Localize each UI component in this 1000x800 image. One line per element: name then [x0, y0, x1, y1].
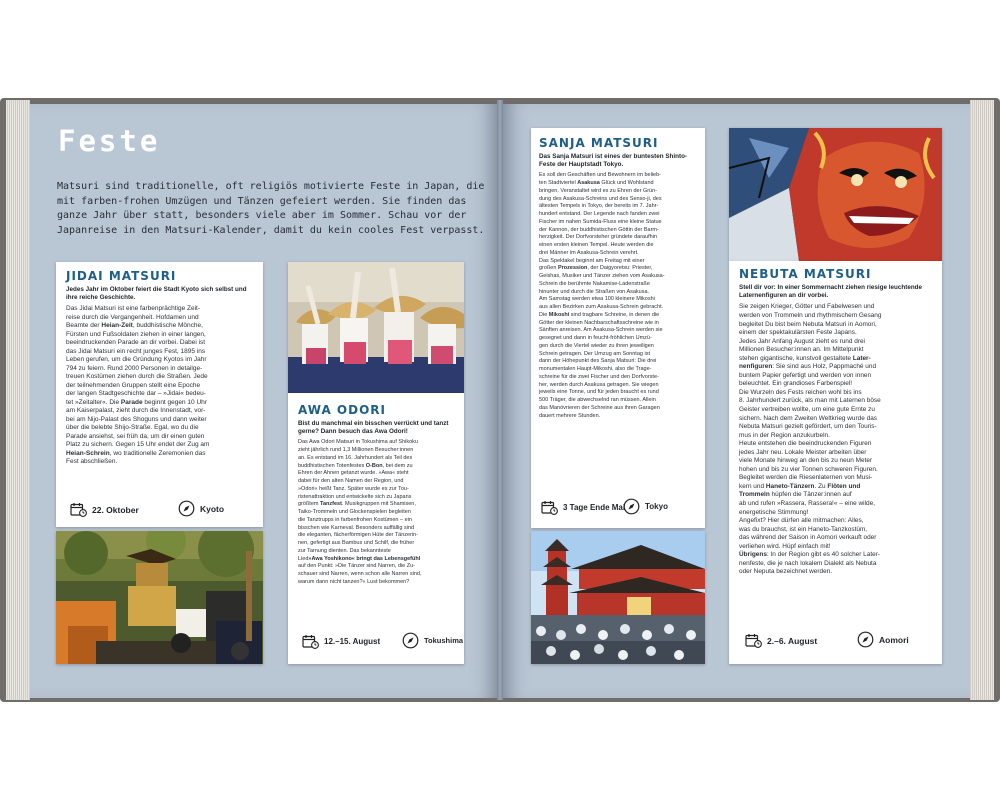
awa-body: Das Awa Odori Matsuri in Tokushima auf Shikoku zieht jährlich rund 1,3 Millionen Besucher:innen an. Es entstand im 16. Jahrhundert als Teil des buddhistischen Totenfestes O-Bon, bei dem zu Ehren der Ahnen getanzt wurde. »Awa« steht dabei für den alten Namen der Region, und »Odori« heißt Tanz. Später wurde es zur Tou- ristenattraktion und entwickelte sich zu Japans größtem Tanzfest. Musikgruppen mit Shamisen, Taiko-Trommeln und Glockenspielen begleiten die Tanztrupps in farbenfrohen Kostümen – ein bisschen wie Karneval. Besonders auffällig sind die eleganten, fächerförmigen Hüte der Tänzerin- nen, gefertigt aus Bambus und Schilf, die früher zur Tarnung dienten. Das bekannteste Lied»Awa Yoshikono« bringt das Lebensgefühl auf den Punkt: »Die Tänzer sind Narren, die Zu- schauer sind Narren, wenn schon alle Narren sind, warum dann nicht tanzen?« Lust bekommen?	[298, 439, 422, 585]
sanja-date: 3 Tage Ende Mai	[541, 500, 625, 515]
intro-text: Matsuri sind traditionelle, oft religiös motivierte Feste in Japan, die mit farben-frohen Umzügen und Tänzen gefeiert werden. Sie finden das ganze Jahr über statt, besonders viele aber im Sommer. Schau vor der Japanreise in den Matsuri-Kalender, damit du kein cooles Fest verpasst.	[57, 181, 485, 236]
awa-place: Tokushima	[402, 632, 463, 649]
nebuta-place: Aomori	[857, 631, 909, 648]
awa-card	[288, 393, 464, 664]
nebuta-photo	[729, 128, 942, 261]
page-edges-right	[970, 100, 994, 700]
calendar-icon	[302, 634, 319, 649]
awa-photo	[288, 262, 464, 393]
sanja-title: SANJA MATSURI	[539, 136, 659, 150]
sanja-place: Tokyo	[623, 498, 668, 515]
jidai-card	[56, 262, 263, 527]
book-gutter	[497, 100, 503, 700]
nebuta-title: NEBUTA MATSURI	[739, 267, 872, 281]
sanja-body: Es soll den Geschäften und Bewohnern im belieb- ten Stadtviertel Asakusa Glück und Wohlstand bringen. Veranstaltet wird es zu Ehren der Grün- dung des Asakusa-Schreins und des Senso-ji, des ältesten Tempels in Tokyo, der bereits im 7. Jahr- hundert entstand. Der Legende nach fanden zwei Fischer im nahen Sumida-Fluss eine kleine Statue der Kannon, der buddhistischen Göttin der Barm- herzigkeit. Der Dorfvorsteher gründete daraufhin einen ersten kleinen Tempel. Heute werden die drei Männer im Asakusa-Schrein verehrt. Das Spektakel beginnt am Freitag mit einer großen Prozession, der Daigyoretsu: Priester, Geishas, Musiker und Tänzer ziehen vom Asakusa- Schrein die berühmte Nakamise-Ladenstraße hinunter und durch die Straßen von Asakusa. Am Samstag werden etwa 100 kleinere Mikoshi aus allen Bezirken zum Asakusa-Schrein gebracht. Die Mikoshi sind tragbare Schreine, in denen die Götter der kleinen Nachbarschaftsschreine wie in Sänften anreisen. Am Asakusa-Schrein werden sie gesegnet und dann in feucht-fröhlichen Umzü- gen durch die Viertel wieder zu ihren jeweiligen Schrein getragen. Der Umzug am Sonntag ist dann der Höhepunkt des Sanja Matsuri: Die drei monumentalen Haupt-Mikoshi, also die Trage- schreine für die zwei Fischer und den Dorfvorste- her, werden durch Asakusa getragen. Sie wiegen jeweils eine Tonne, und für jeden braucht es rund 500 Träger, die abwechselnd ran müssen. Allein das Manövrieren der Schreine aus ihren Garagen dauert mehrere Stunden.	[539, 172, 665, 419]
nebuta-date: 2.–6. August	[745, 633, 817, 648]
awa-lead: Bist du manchmal ein bisschen verrückt und tanzt gerne? Dann besuch das Awa Odori!	[298, 420, 449, 436]
nebuta-card	[729, 261, 942, 664]
awa-date: 12.–15. August	[302, 634, 380, 649]
sanja-photo	[531, 531, 705, 664]
awa-title: AWA ODORI	[298, 403, 386, 417]
jidai-title: JIDAI MATSURI	[66, 269, 177, 283]
calendar-icon	[745, 633, 762, 648]
compass-icon	[857, 631, 874, 648]
calendar-icon	[70, 502, 87, 517]
calendar-icon	[541, 500, 558, 515]
jidai-photo	[56, 531, 263, 664]
page-title: Feste	[58, 124, 161, 158]
sanja-card	[531, 128, 705, 528]
compass-icon	[402, 632, 419, 649]
nebuta-lead: Stell dir vor: In einer Sommernacht ziehen riesige leuchtende Laternenfiguren an dir vorbei.	[739, 284, 923, 300]
jidai-place: Kyoto	[178, 500, 224, 517]
nebuta-body: Sie zeigen Krieger, Götter und Fabelwesen und werden von Trommeln und rhythmischem Gesang begleitet Du bist beim Nebuta Matsuri in Aomori, einem der spektakulärsten Feste Japans. Jedes Jahr Anfang August zieht es rund drei Millionen Besucher:innen an. Im Mittelpunkt stehen gigantische, kunstvoll gestaltete Later- nenfiguren: Sie sind aus Holz, Pappmaché und buntem Papier gefertigt und werden von innen beleuchtet. Ein grandioses Farbenspiel! Die Wurzeln des Fests reichen wohl bis ins 8. Jahrhundert zurück, als man mit Laternen böse Geister vertreiben wollte, um eine gute Ernte zu sichern. Nach dem Zweiten Weltkrieg wurde das Nebuta Matsuri gezielt gefördert, um den Touris- mus in der Region anzukurbeln. Heute entstehen die beeindruckenden Figuren jedes Jahr neu. Lokale Meister arbeiten über viele Monate hinweg an den bis zu neun Meter hohen und bis zu vier Tonnen schweren Figuren. Begleitet werden die Riesenlaternen von Musi- kern und Haneto-Tänzern. Zu Flöten und Trommeln hüpfen die Tänzer:innen auf ab und rufen »Rassera, Rassera!« – eine wilde, energetische Stimmung! Angefixt? Hier dürfen alle mitmachen: Alles, was du brauchst, ist ein Haneto-Tanzkostüm, das während der Saison in Aomori verkauft oder verliehen wird. Hüpf einfach mit! Übrigens: In der Region gibt es 40 solcher Later- nenfeste, die je nach lokalem Dialekt als Nebuta oder Neputa bezeichnet werden.	[739, 303, 882, 576]
jidai-body: Das Jidai Matsuri ist eine farbenprächtige Zeit- reise durch die Vergangenheit. Hofdamen und Beamte der Heian-Zeit, buddhistische Mönche, Fürsten und Fußsoldaten ziehen in einer langen, beeindruckenden Parade an dir vorbei. Dabei ist das Jidai Matsuri ein recht junges Fest, 1895 ins Leben gerufen, um die Gründung Kyotos im Jahr 794 zu feiern. Rund 2000 Personen in detailge- treuen Kostümen ziehen durch die Straßen. Jede der teilnehmenden Gruppen stellt eine Epoche der langen Stadtgeschichte dar – »Jidai« bedeu- tet »Zeitalter«. Die Parade beginnt gegen 10 Uhr am Kaiserpalast, zieht durch die Innenstadt, vor- bei am Nijo-Palast des Shoguns und dann weiter über die belebte Shijo-Straße. Egal, wo du die Parade ansiehst, sei früh da, um dir einen guten Platz zu sichern. Gegen 15 Uhr endet der Zug am Heian-Schrein, wo traditionelle Zeremonien das Fest abschließen.	[66, 305, 210, 466]
jidai-lead: Jedes Jahr im Oktober feiert die Stadt Kyoto sich selbst und ihre reiche Geschichte.	[66, 286, 247, 302]
compass-icon	[178, 500, 195, 517]
jidai-date: 22. Oktober	[70, 502, 139, 517]
sanja-lead: Das Sanja Matsuri ist eines der buntesten Shinto-Feste der Hauptstadt Tokyo.	[539, 153, 688, 169]
page-edges-left	[6, 100, 30, 700]
compass-icon	[623, 498, 640, 515]
